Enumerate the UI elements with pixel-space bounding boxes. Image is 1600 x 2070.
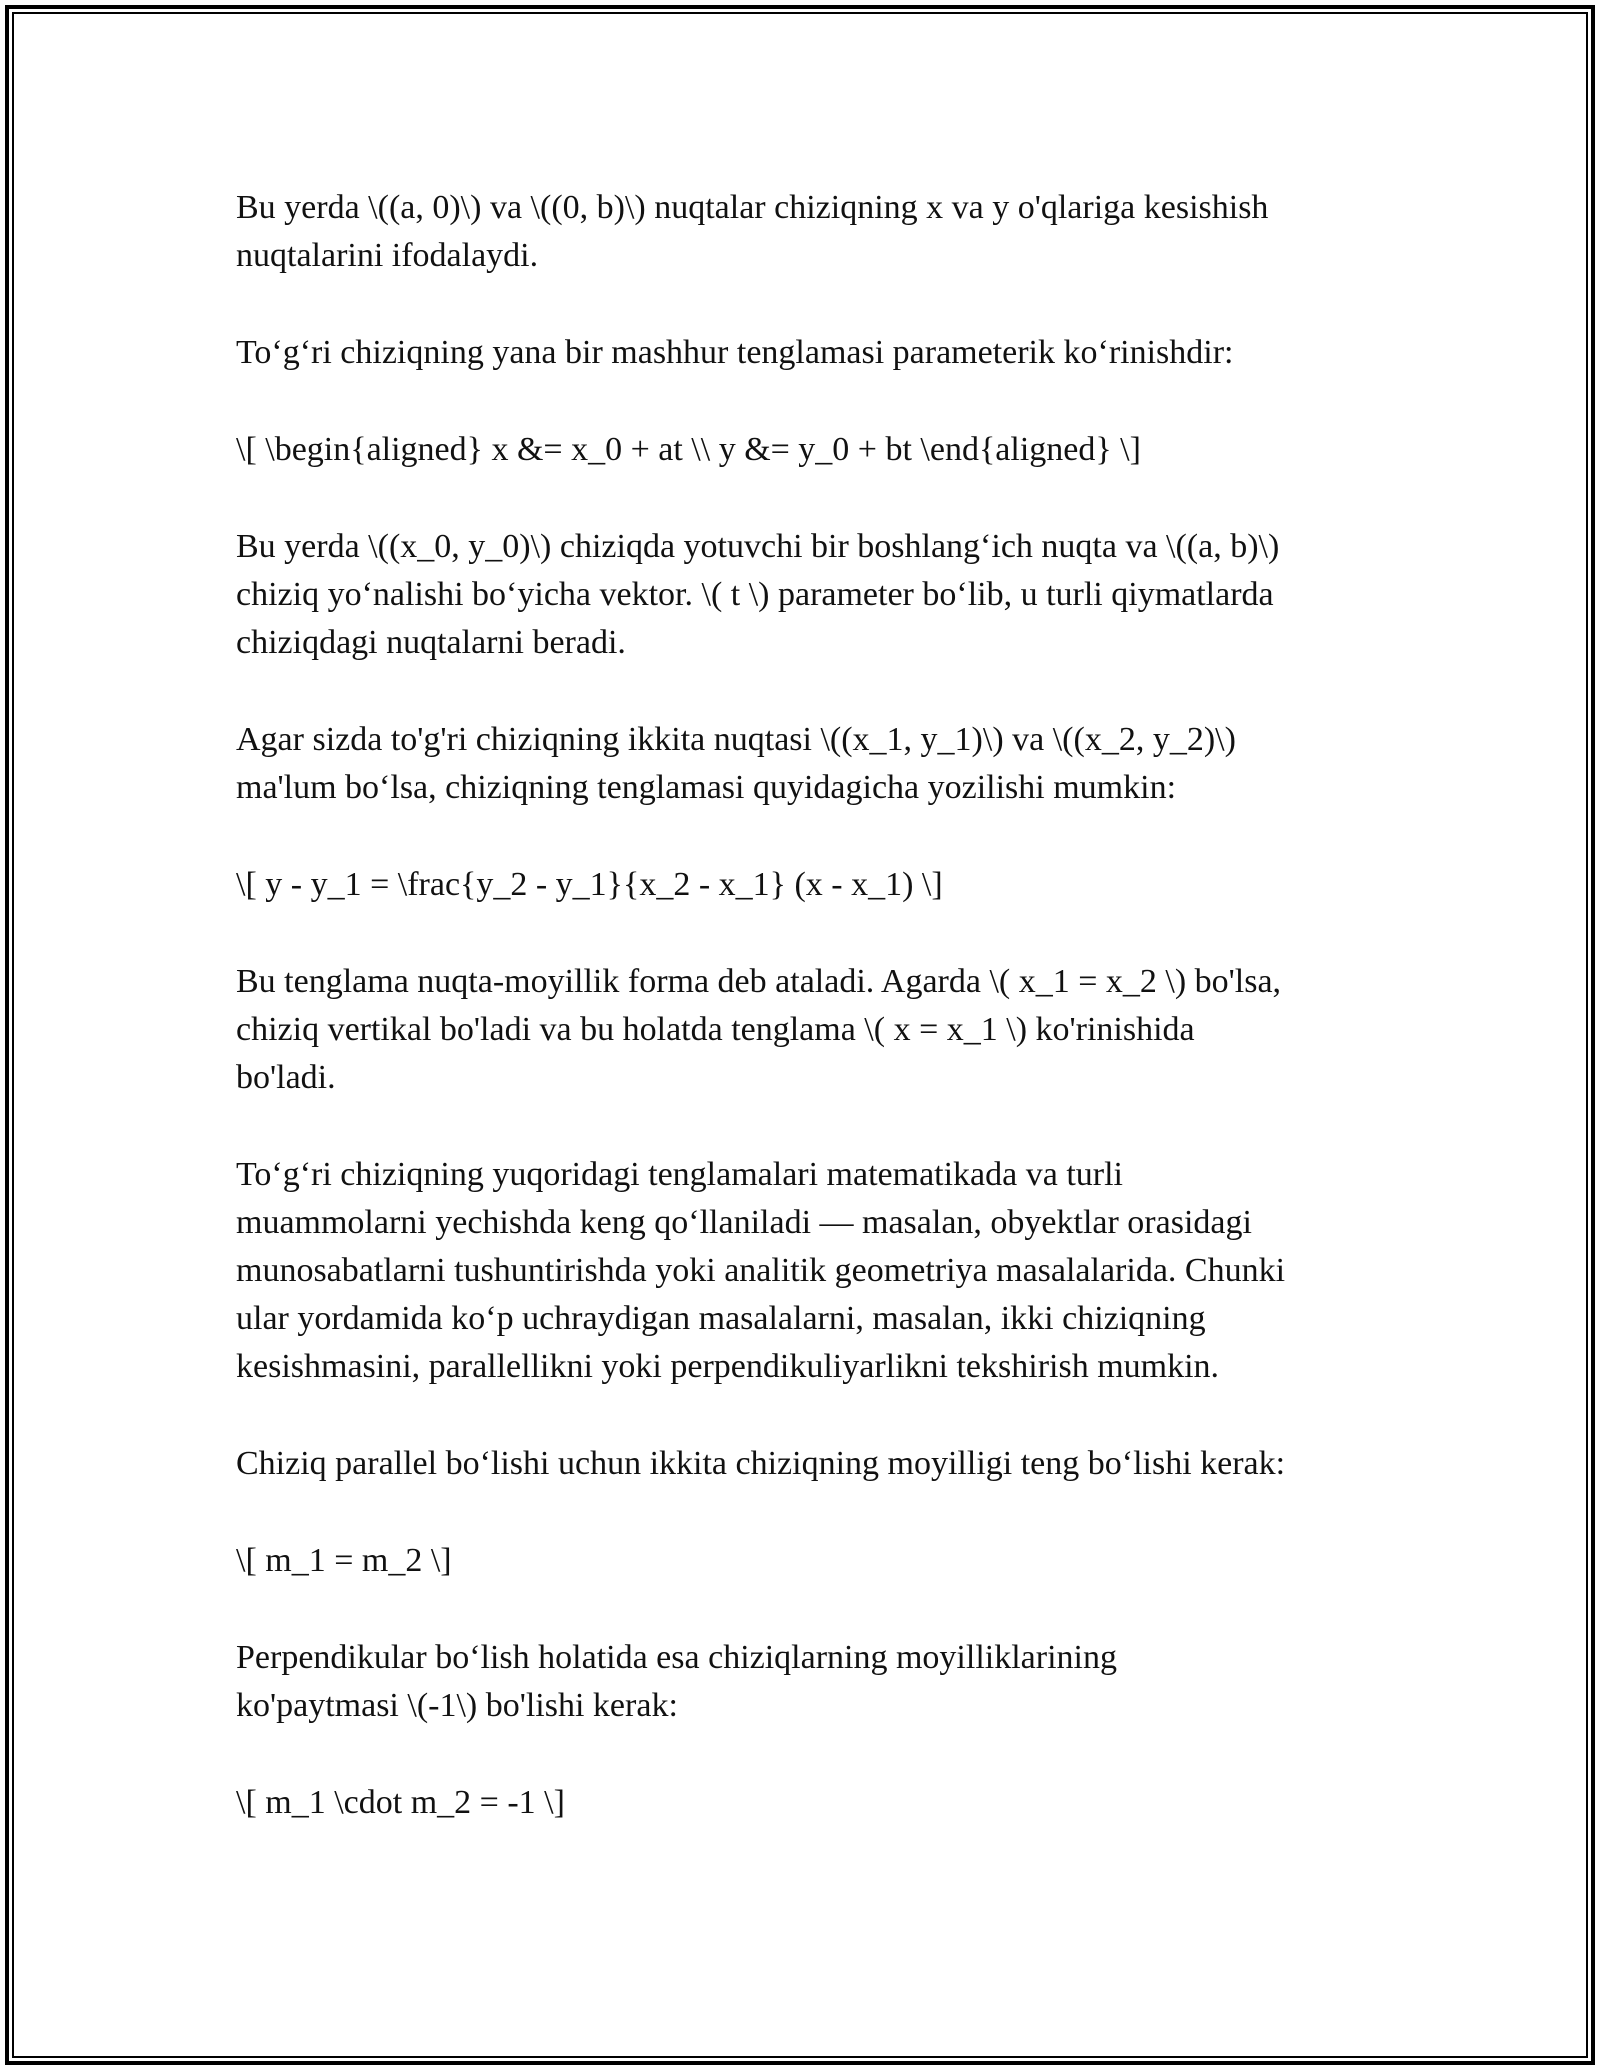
paragraph-parametric-explanation: Bu yerda \((x_0, y_0)\) chiziqda yotuvchi bir boshlang‘ich nuqta va \((a, b)\) chiziq yo‘nalishi bo‘yicha vektor. \( t \) parameter bo‘lib, u turli qiymatlarda chiziqdagi nuqtalarni beradi. (236, 528, 1280, 661)
paragraph-perpendicular-condition: Perpendikular bo‘lish holatida esa chiziqlarning moyilliklarining ko'paytmasi \(-1\) bo'lishi kerak: (236, 1639, 1117, 1724)
paragraph-applications: To‘g‘ri chiziqning yuqoridagi tenglamalari matematikada va turli muammolarni yechishda keng qo‘llaniladi — masalan, obyektlar orasidagi munosabatlarni tushuntirishda yoki analitik geometriya masalalarida. Chunki ular yordamida ko‘p uchraydigan masalalarni, masalan, ikki chiziqning kesishmasini, parallellikni yoki perpendikuliyarlikni tekshirish mumkin. (236, 1156, 1286, 1385)
paragraph-two-points-intro: Agar sizda to'g'ri chiziqning ikkita nuqtasi \((x_1, y_1)\) va \((x_2, y_2)\) ma'lum bo‘lsa, chiziqning tenglamasi quyidagicha yozilishi mumkin: (236, 721, 1236, 806)
equation-perpendicular: \[ m_1 \cdot m_2 = -1 \] (236, 1784, 565, 1821)
document-body (236, 184, 1386, 1876)
paragraph-parametric-intro: To‘g‘ri chiziqning yana bir mashhur tenglamasi parameterik ko‘rinishdir: (236, 334, 1234, 371)
paragraph-point-slope: Bu tenglama nuqta-moyillik forma deb ataladi. Agarda \( x_1 = x_2 \) bo'lsa, chiziq vertikal bo'ladi va bu holatda tenglama \( x = x_1 \) ko'rinishida bo'ladi. (236, 963, 1282, 1096)
equation-two-points: \[ y - y_1 = \frac{y_2 - y_1}{x_2 - x_1} (x - x_1) \] (236, 866, 943, 903)
paragraph-parallel-condition: Chiziq parallel bo‘lishi uchun ikkita chiziqning moyilligi teng bo‘lishi kerak: (236, 1445, 1286, 1482)
paragraph-intercepts: Bu yerda \((a, 0)\) va \((0, b)\) nuqtalar chiziqning x va y o'qlariga kesishish nuqtalarini ifodalaydi. (236, 189, 1269, 274)
equation-parallel: \[ m_1 = m_2 \] (236, 1542, 452, 1579)
equation-parametric: \[ \begin{aligned} x &= x_0 + at \\ y &= y_0 + bt \end{aligned} \] (236, 431, 1141, 468)
